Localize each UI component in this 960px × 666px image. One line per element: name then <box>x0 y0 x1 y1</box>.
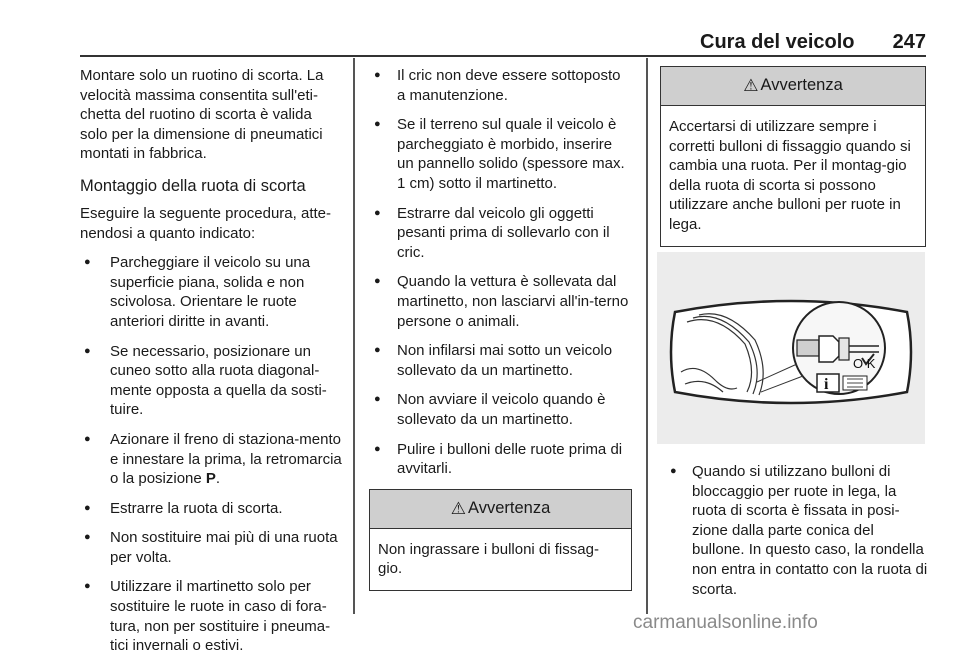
svg-text:i: i <box>824 376 829 393</box>
list-item: ● Quando la vettura è sollevata dal martinetto, non lasciarvi all'in-terno persone o animali. <box>374 272 632 331</box>
watermark: carmanualsonline.info <box>633 612 818 633</box>
warning-triangle-icon: ⚠ <box>743 76 759 96</box>
list-item: ● Utilizzare il martinetto solo per sostituire le ruote in caso di fora-tura, non per sostituire i pneuma-tici invernali o estivi. <box>80 577 342 655</box>
warning-text: Accertarsi di utilizzare sempre i corretti bulloni di fissaggio quando si cambia una ruota. Per il montag-gio della ruota di scorta si possono utilizzare anche bulloni per ruote in lega. <box>669 118 911 233</box>
wheel-bolt-drawing <box>657 252 925 444</box>
header-rule <box>80 55 926 57</box>
warning-header <box>661 67 925 106</box>
warning-header <box>370 490 631 529</box>
list-item: ● Il cric non deve essere sottoposto a manutenzione. <box>374 66 632 105</box>
intro-paragraph: Montare solo un ruotino di scorta. La velocità massima consentita sull'eti-chetta del ruotino di scorta è valida solo per la dimensione di pneumatici montati in fabbrica. <box>80 67 324 163</box>
ok-label: O K <box>853 356 876 371</box>
column-3 <box>666 66 926 247</box>
list-item: ● Non infilarsi mai sotto un veicolo sollevato da un martinetto. <box>374 341 632 380</box>
procedure-intro: Eseguire la seguente procedura, atte-nendosi a quanto indicato: <box>80 204 331 242</box>
gear-position: P <box>205 470 216 488</box>
list-item-text: Azionare il freno di staziona-mento e innestare la prima, la retromarcia o la posizione <box>110 430 342 488</box>
list-item: ● Parcheggiare il veicolo su una superficie piana, solida e non scivolosa. Orientare le ruote anteriori diritte in avanti. <box>80 253 342 331</box>
warning-title: Avvertenza <box>760 76 843 95</box>
list-item: ● Se il terreno sul quale il veicolo è parcheggiato è morbido, inserire un pannello solido (spessore max. 1 cm) sotto il martinetto. <box>374 115 632 193</box>
column-3-lower <box>666 462 928 609</box>
warning-title: Avvertenza <box>468 498 551 517</box>
column-divider-2 <box>646 58 648 614</box>
gear-period: . <box>215 470 221 488</box>
list-item: ● Estrarre la ruota di scorta. <box>80 499 342 519</box>
list-item: ● Pulire i bulloni delle ruote prima di avvitarli. <box>374 440 632 479</box>
section-title: Cura del veicolo <box>700 31 855 53</box>
page-number: 247 <box>892 31 926 53</box>
list-item: ● Estrarre dal veicolo gli oggetti pesanti prima di sollevarlo con il cric. <box>374 204 632 263</box>
warning-box <box>369 489 632 591</box>
list-item <box>80 430 342 489</box>
column-2 <box>374 66 632 591</box>
list-item: ● Se necessario, posizionare un cuneo sotto alla ruota diagonal-mente opposta a quella da sosti-tuire. <box>80 342 342 420</box>
page-header <box>700 28 926 54</box>
list-item: ● Quando si utilizzano bulloni di bloccaggio per ruote in lega, la ruota di scorta è fissata in posi-zione dalla parte conica del bullone. In questo caso, la rondella non entra in contatto con la ruota di scorta. <box>666 462 928 599</box>
section-heading: Montaggio della ruota di scorta <box>80 176 306 195</box>
list-item: ● Non avviare il veicolo quando è sollevato da un martinetto. <box>374 390 632 429</box>
warning-text: Non ingrassare i bulloni di fissag-gio. <box>378 540 599 578</box>
warning-box <box>660 66 926 247</box>
warning-triangle-icon: ⚠ <box>450 498 466 518</box>
list-item: ● Non sostituire mai più di una ruota per volta. <box>80 528 342 567</box>
column-divider-1 <box>353 58 355 614</box>
column-1 <box>80 66 342 666</box>
wheel-bolt-illustration <box>657 252 925 444</box>
